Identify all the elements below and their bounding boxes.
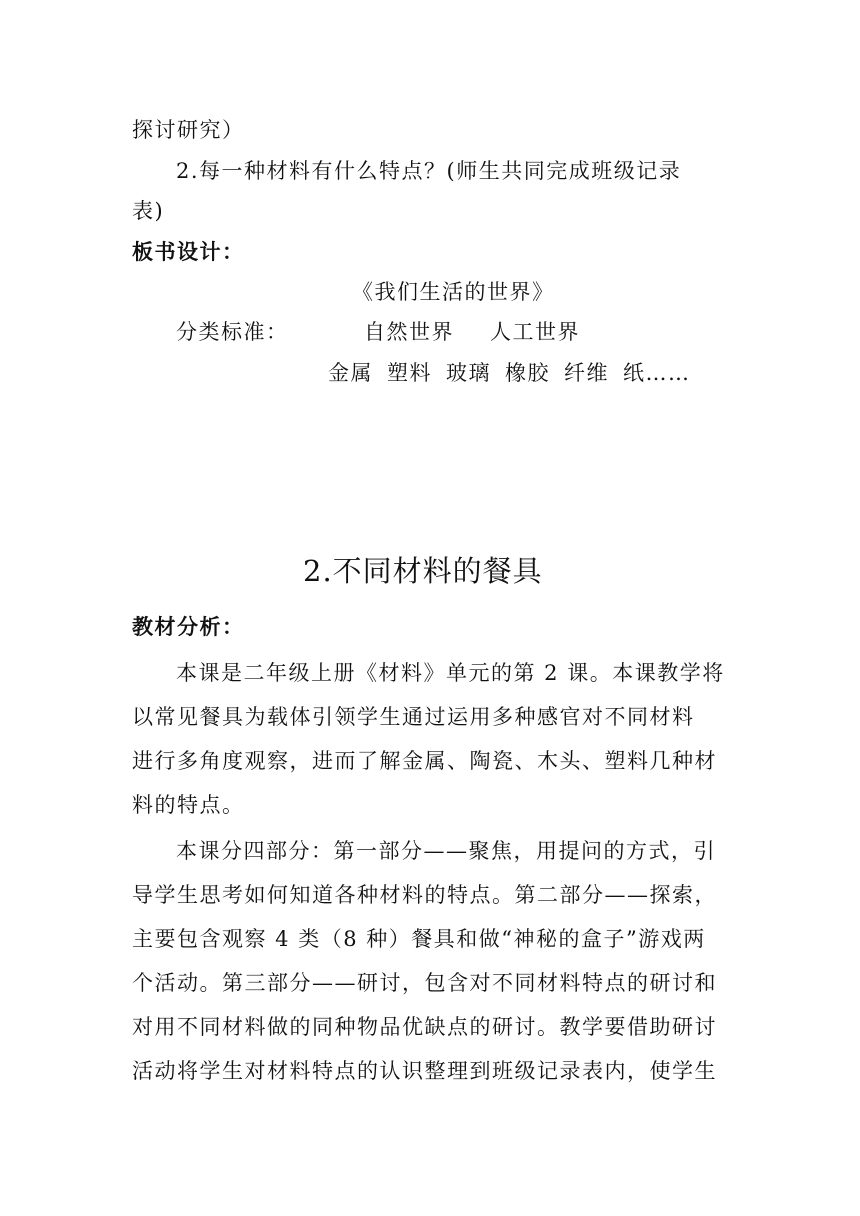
board-design-heading: 板书设计： [132,240,245,264]
material-item: 金属 [328,361,373,385]
paragraph-2-line: 主要包含观察 4 类（8 种）餐具和做“神秘的盒子”游戏两 [132,927,706,951]
paragraph-1-line: 以常见餐具为载体引领学生通过运用多种感官对不同材料 [132,705,695,729]
paragraph-1-line: 本课是二年级上册《材料》单元的第 2 课。本课教学将 [176,661,725,685]
material-item: 玻璃 [446,361,491,385]
material-item: 橡胶 [505,361,550,385]
artificial-world-label: 人工世界 [490,320,580,344]
paragraph-1-line: 进行多角度观察，进而了解金属、陶瓷、木头、塑料几种材 [132,749,717,773]
paragraph-2-line: 活动将学生对材料特点的认识整理到班级记录表内，使学生 [132,1059,717,1083]
analysis-heading: 教材分析： [132,615,245,639]
paragraph-2-line: 对用不同材料做的同种物品优缺点的研讨。教学要借助研讨 [132,1015,717,1039]
board-title: 《我们生活的世界》 [352,280,555,304]
lesson-title: 2.不同材料的餐具 [303,554,543,588]
paragraph-1-line: 料的特点。 [132,793,245,817]
material-item: 塑料 [387,361,432,385]
material-item: 纤维 [564,361,609,385]
classification-label: 分类标准： [176,320,289,344]
paragraph-2-line: 本课分四部分：第一部分——聚焦，用提问的方式，引 [176,839,716,863]
material-item: 纸…… [623,361,691,385]
continuation-line: 探讨研究） [132,118,245,142]
question-2-line2: 表) [132,199,165,223]
paragraph-2-line: 个活动。第三部分——研讨，包含对不同材料特点的研讨和 [132,971,717,995]
natural-world-label: 自然世界 [364,320,454,344]
paragraph-2-line: 导学生思考如何知道各种材料的特点。第二部分——探索， [132,883,717,907]
question-2-line1: 2.每一种材料有什么特点？(师生共同完成班级记录 [176,159,682,183]
materials-list [328,359,705,387]
